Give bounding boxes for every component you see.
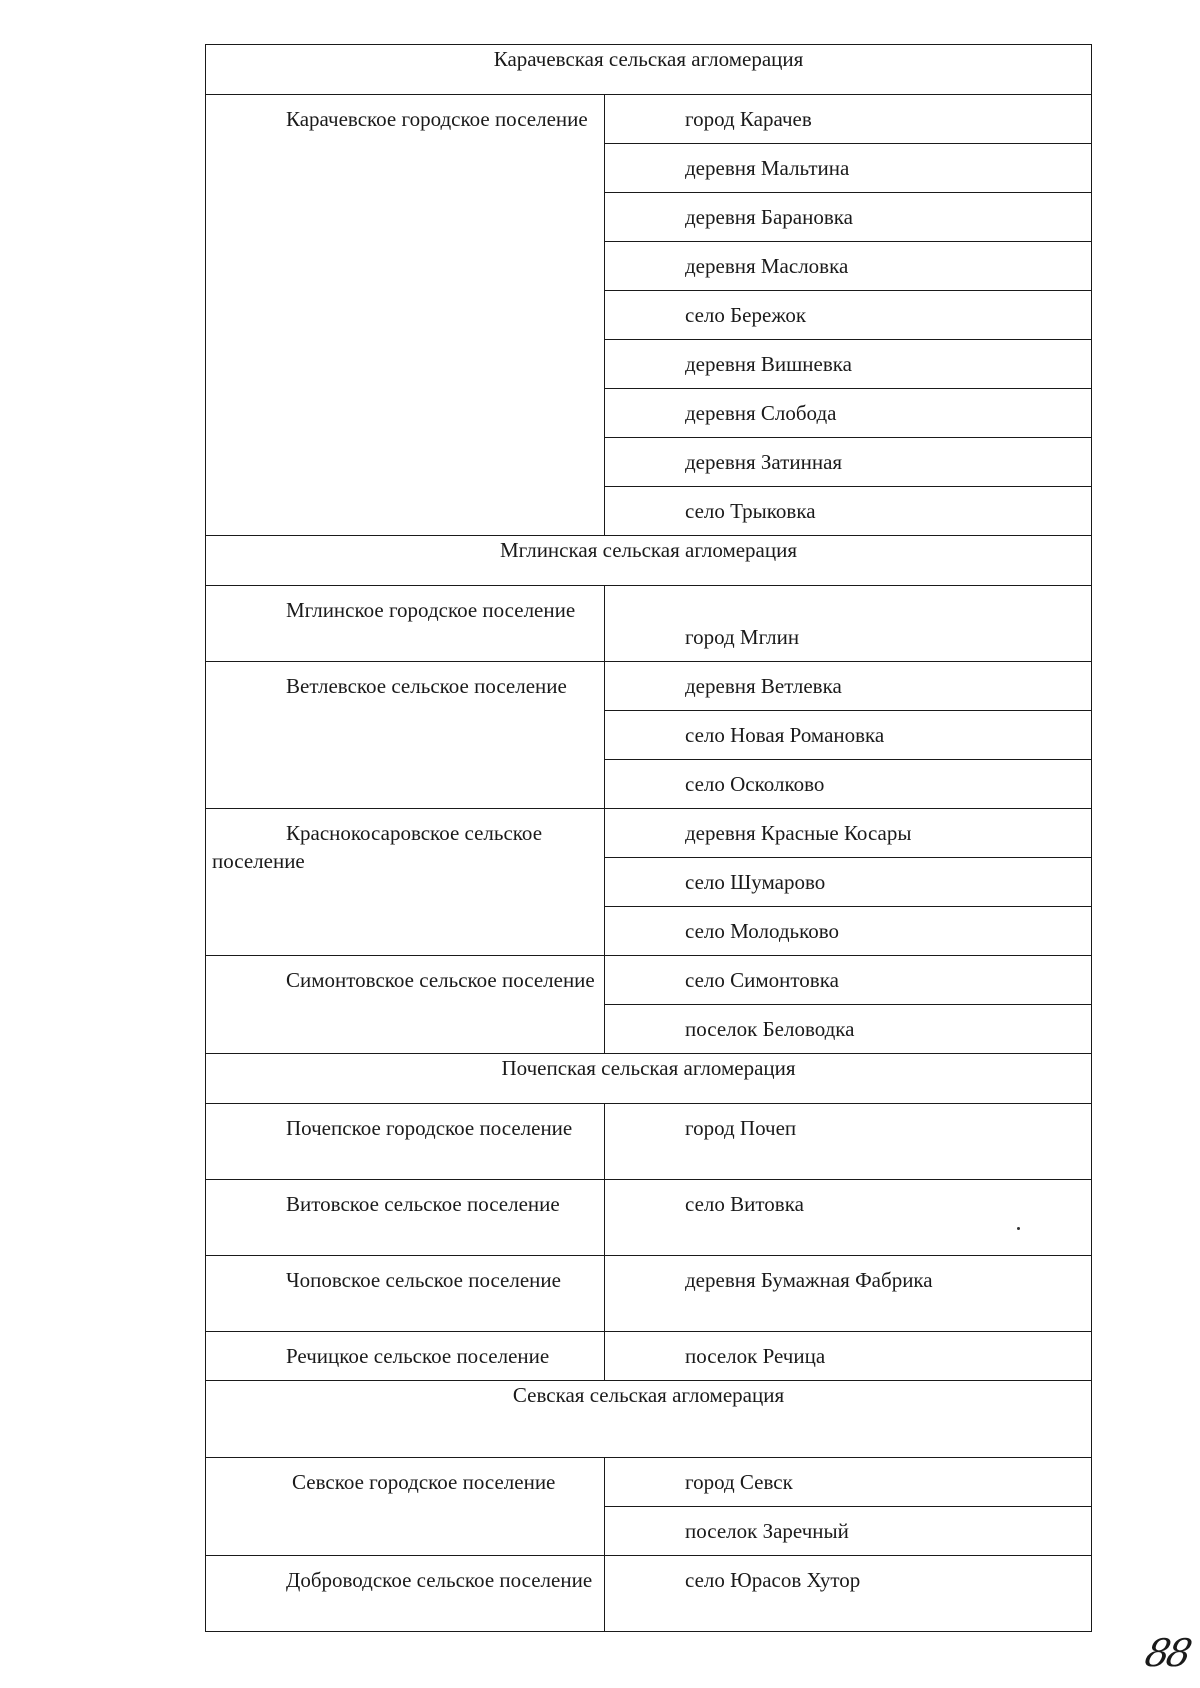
table-row — [206, 1458, 1092, 1507]
settlement-name: город Севск — [605, 1458, 1092, 1507]
settlement-cell — [605, 1104, 1092, 1180]
table-row — [206, 1256, 1092, 1332]
settlement-name: деревня Барановка — [605, 193, 1092, 242]
settlement-cell — [605, 1556, 1092, 1632]
settlement-name: село Бережок — [605, 291, 1092, 340]
agglomeration-title: Карачевская сельская агломерация — [206, 45, 1092, 95]
settlement-name: деревня Бумажная Фабрика — [685, 1268, 933, 1292]
municipality-name: Ветлевское сельское поселение — [206, 662, 605, 809]
table-row — [206, 809, 1092, 858]
settlement-name: село Шумарово — [605, 858, 1092, 907]
settlement-name: деревня Вишневка — [605, 340, 1092, 389]
settlement-name: село Молодьково — [605, 907, 1092, 956]
table-row — [206, 956, 1092, 1005]
agglomeration-title: Севская сельская агломерация — [512, 1383, 785, 1407]
settlement-name: село Симонтовка — [605, 956, 1092, 1005]
settlement-name: поселок Заречный — [605, 1507, 1092, 1556]
agglomeration-title-cell — [206, 1381, 1092, 1458]
settlement-name: деревня Слобода — [605, 389, 1092, 438]
settlement-name: деревня Красные Косары — [605, 809, 1092, 858]
table-row — [206, 1104, 1092, 1180]
settlement-name: деревня Масловка — [605, 242, 1092, 291]
settlement-name: село Трыковка — [605, 487, 1092, 536]
table-row — [206, 95, 1092, 144]
settlement-name: город Мглин — [685, 625, 800, 649]
agglomeration-title: Мглинская сельская агломерация — [206, 536, 1092, 586]
settlement-name: город Почеп — [685, 1116, 797, 1140]
municipality-name: Карачевское городское поселение — [206, 95, 605, 536]
municipality-name: Доброводское сельское поселение — [206, 1556, 605, 1632]
page-number: 88 — [1141, 1631, 1194, 1675]
municipality-name: Витовское сельское поселение — [206, 1180, 605, 1256]
agglomeration-header-row — [206, 1381, 1092, 1458]
agglomeration-title: Почепская сельская агломерация — [206, 1054, 1092, 1104]
table-row — [206, 1556, 1092, 1632]
settlement-cell — [605, 1256, 1092, 1332]
settlement-name: поселок Беловодка — [605, 1005, 1092, 1054]
agglomeration-table — [205, 44, 1092, 1632]
agglomeration-header-row — [206, 1054, 1092, 1104]
municipality-name: Почепское городское поселение — [206, 1104, 605, 1180]
municipality-name: Речицкое сельское поселение — [206, 1332, 605, 1381]
table-row — [206, 662, 1092, 711]
table-row — [206, 586, 1092, 662]
agglomeration-header-row — [206, 536, 1092, 586]
settlement-name: село Юрасов Хутор — [685, 1568, 861, 1592]
settlement-cell — [605, 1180, 1092, 1256]
table-row — [206, 1180, 1092, 1256]
municipality-name: Севское городское поселение — [206, 1458, 605, 1556]
municipality-name: Мглинское городское поселение — [206, 586, 605, 662]
settlement-name: деревня Затинная — [605, 438, 1092, 487]
settlement-name: деревня Мальтина — [605, 144, 1092, 193]
municipality-name: Чоповское сельское поселение — [206, 1256, 605, 1332]
settlement-name: город Карачев — [605, 95, 1092, 144]
settlement-name: село Витовка — [685, 1192, 804, 1216]
settlement-name: село Осколково — [605, 760, 1092, 809]
scan-artifact-dot — [1017, 1227, 1020, 1230]
municipality-name: Симонтовское сельское поселение — [206, 956, 605, 1054]
settlement-name: село Новая Романовка — [605, 711, 1092, 760]
settlement-cell — [605, 586, 1092, 662]
settlement-name: поселок Речица — [685, 1344, 826, 1368]
municipality-name: Краснокосаровское сельское поселение — [206, 809, 605, 956]
settlement-name: деревня Ветлевка — [605, 662, 1092, 711]
agglomeration-header-row — [206, 45, 1092, 95]
table-row — [206, 1332, 1092, 1381]
settlement-cell — [605, 1332, 1092, 1381]
